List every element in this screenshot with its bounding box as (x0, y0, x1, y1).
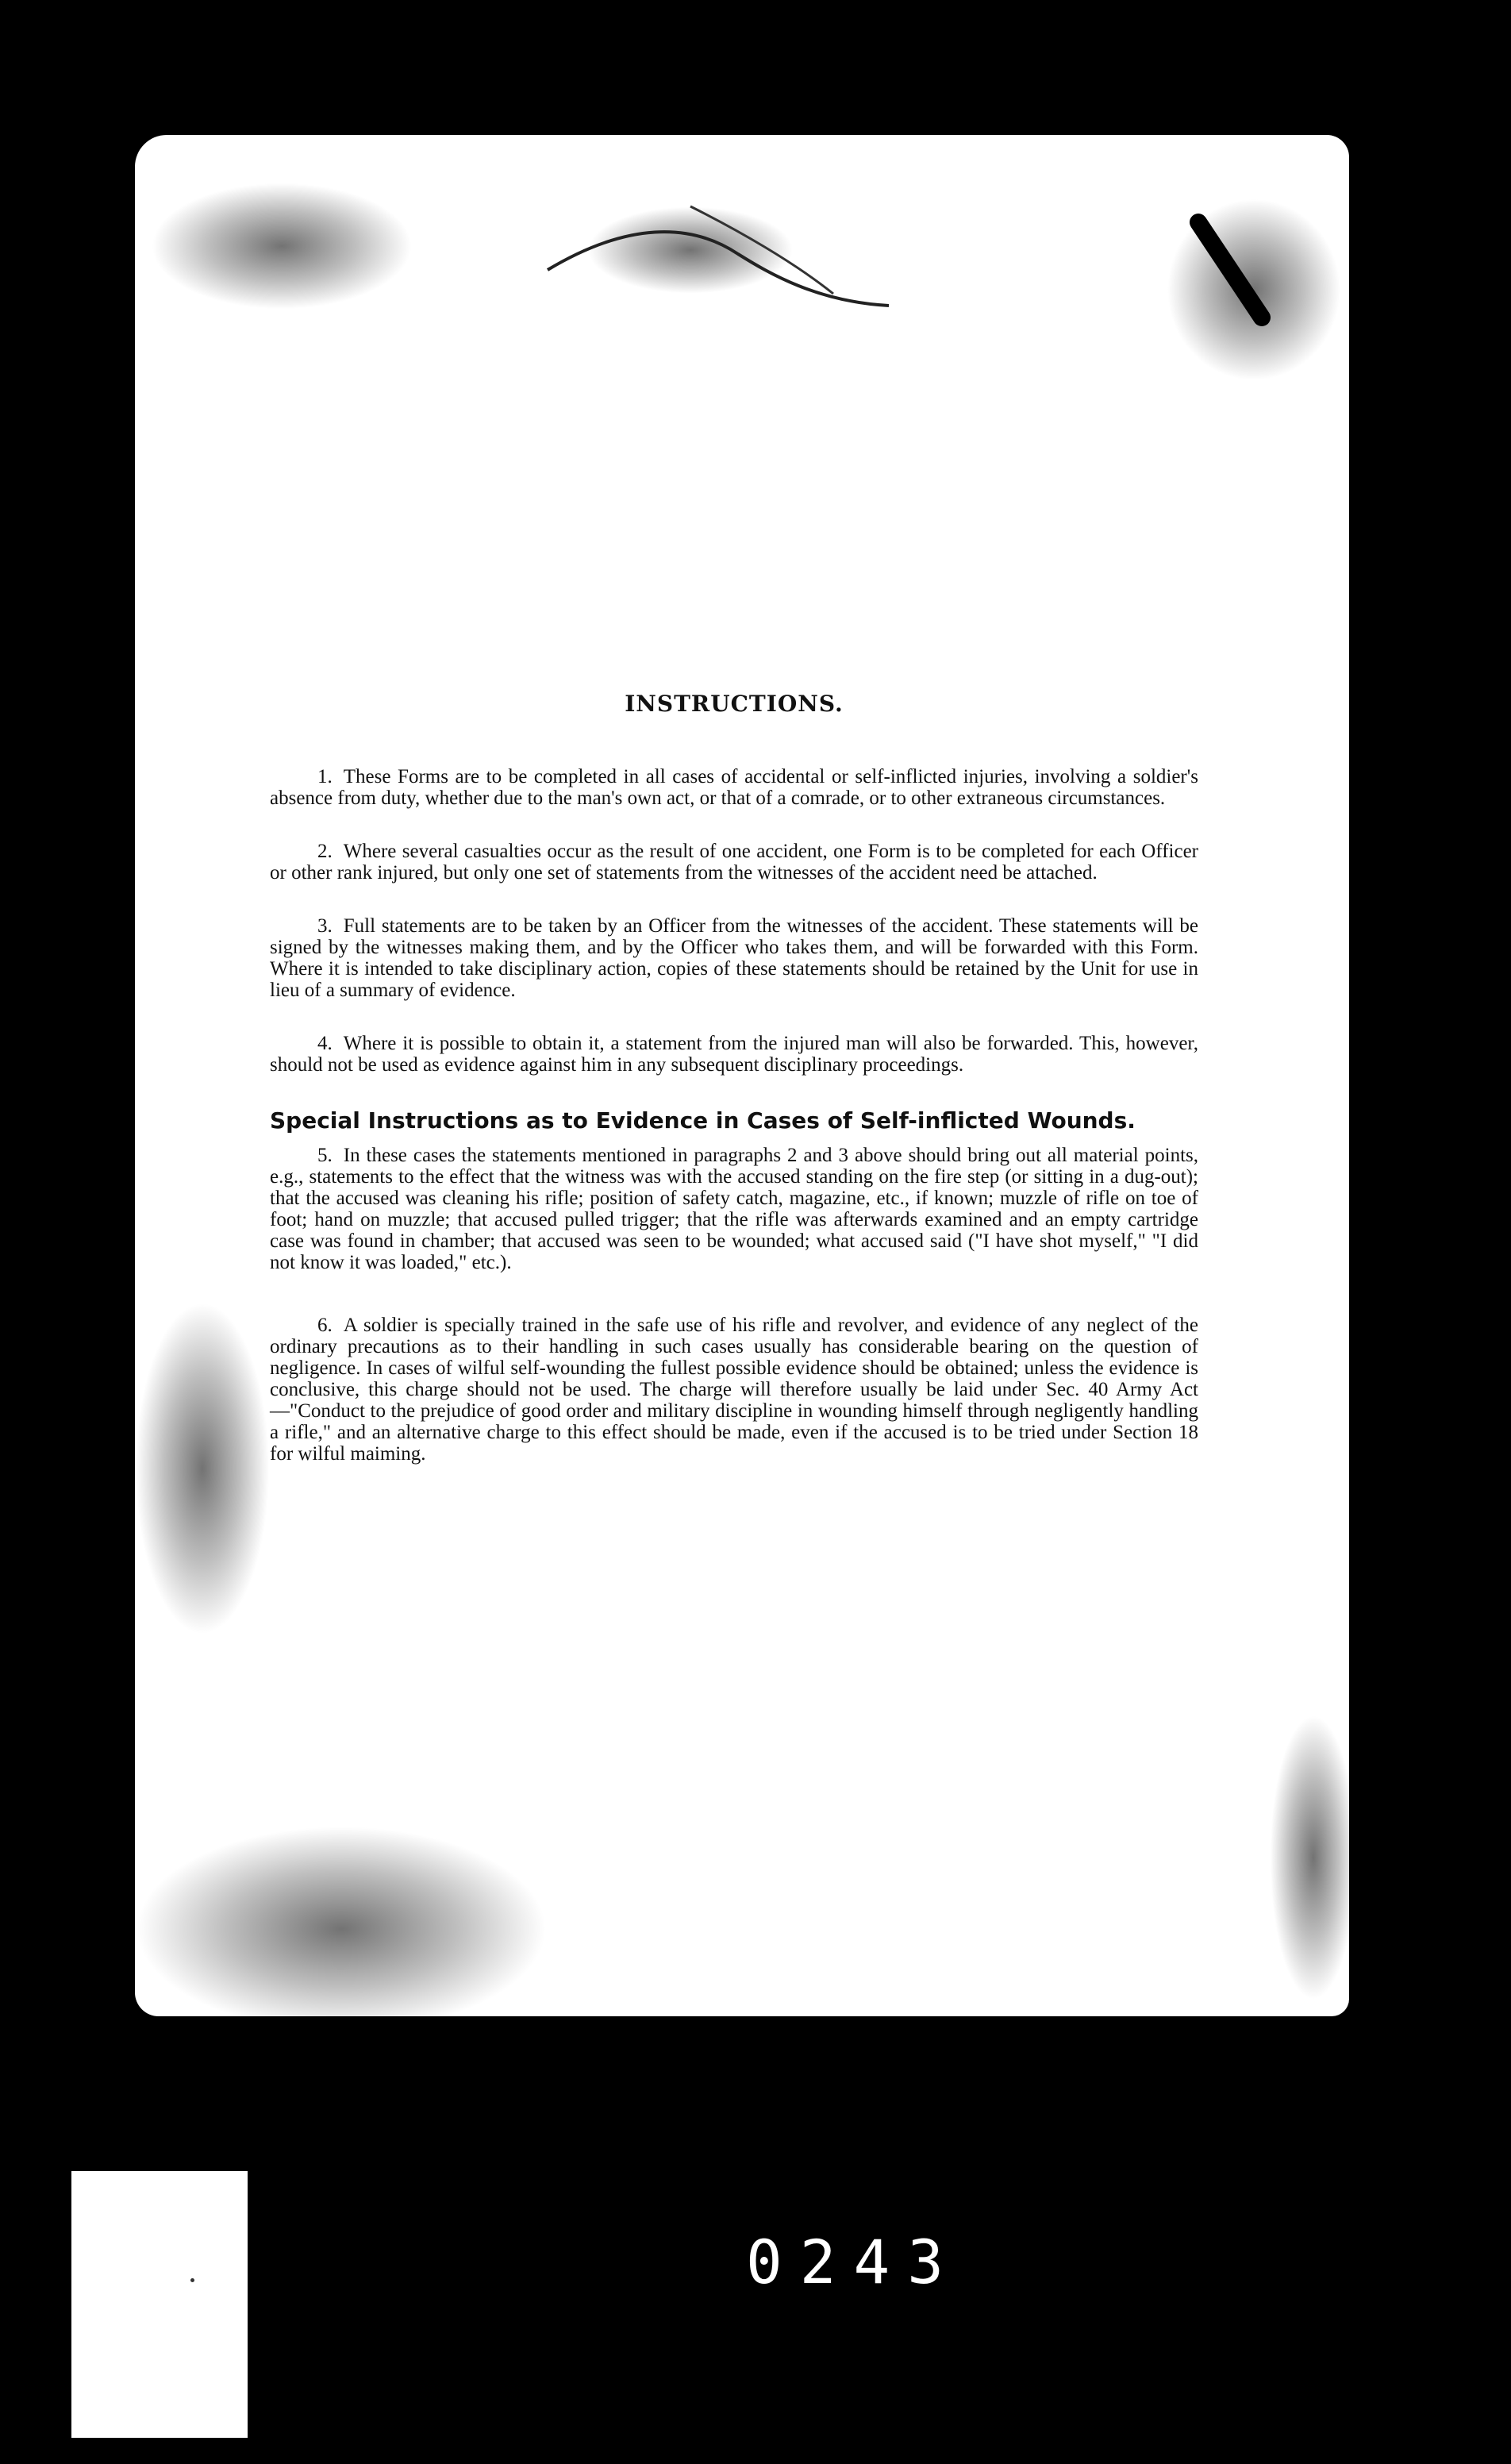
tear-marks (135, 135, 1349, 452)
instruction-paragraph-1 (270, 766, 1198, 809)
paragraph-text: Where it is possible to obtain it, a statement from the injured man will also be forwarded. This, however, should not be used as evidence against him in any subsequent disciplinary proceedings. (270, 1033, 1198, 1076)
paragraph-text: These Forms are to be completed in all cases of accidental or self-inflicted injuries, involving a soldier's absence from duty, whether due to the man's own act, or that of a comrade, or to other extraneous circumstances. (270, 766, 1198, 809)
paragraph-text: Full statements are to be taken by an Officer from the witnesses of the accident. These statements will be signed by the witnesses making them, and by the Officer who takes them, and will be forwarded with this Form. Where it is intended to take disciplinary action, copies of these statements should be retained by the Unit for use in lieu of a summary of evidence. (270, 915, 1198, 1001)
paragraph-number: 4. (317, 1033, 333, 1054)
paragraph-number: 5. (317, 1145, 333, 1166)
document-title: INSTRUCTIONS. (625, 691, 844, 717)
instruction-paragraph-3 (270, 915, 1198, 1001)
paragraph-text: A soldier is specially trained in the safe use of his rifle and revolver, and evidence of any neglect of the ordinary precautions as to their handling in such cases usually has considerable bearing on the question of negligence. In cases of wilful self-wounding the fullest possible evidence should be obtained; unless the evidence is conclusive, this charge should not be used. The charge will therefore usually be laid under Sec. 40 Army Act—"Conduct to the prejudice of good order and military discipline in wounding himself through negligently handling a rifle," and an alternative charge to this effect should be made, even if the accused is to be tried under Section 18 for wilful maiming. (270, 1315, 1198, 1465)
left-edge-stain (135, 1302, 270, 1635)
special-instructions-heading: Special Instructions as to Evidence in Cases of Self-inflicted Wounds. (270, 1107, 1136, 1134)
paragraph-number: 6. (317, 1315, 333, 1336)
instruction-paragraph-6 (270, 1315, 1198, 1465)
right-edge-stain (1270, 1715, 1349, 2000)
instructions-document (270, 691, 1198, 1496)
instruction-paragraph-2 (270, 841, 1198, 884)
bottom-left-stain (135, 1826, 548, 2016)
paragraph-number: 1. (317, 766, 333, 787)
film-marker-tab (71, 2171, 248, 2438)
frame-number: 0243 (746, 2227, 962, 2297)
paragraph-number: 2. (317, 841, 333, 862)
instruction-paragraph-4 (270, 1033, 1198, 1076)
paragraph-text: Where several casualties occur as the result of one accident, one Form is to be completed for each Officer or other rank injured, but only one set of statements from the witnesses of the accident need be attached. (270, 841, 1198, 884)
paragraph-number: 3. (317, 915, 333, 937)
marker-dot (190, 2278, 194, 2282)
paragraph-text: In these cases the statements mentioned in paragraphs 2 and 3 above should bring out all material points, e.g., statements to the effect that the witness was with the accused standing on the fire step (or sitting in a dug-out); that the accused was cleaning his rifle; position of safety catch, magazine, etc., if known; muzzle of rifle on toe of foot; hand on muzzle; that accused pulled trigger; that the rifle was afterwards examined and an empty cartridge case was found in chamber; that accused was seen to be wounded; what accused said ("I have shot myself," "I did not know it was loaded," etc.). (270, 1145, 1198, 1273)
instruction-paragraph-5 (270, 1145, 1198, 1273)
